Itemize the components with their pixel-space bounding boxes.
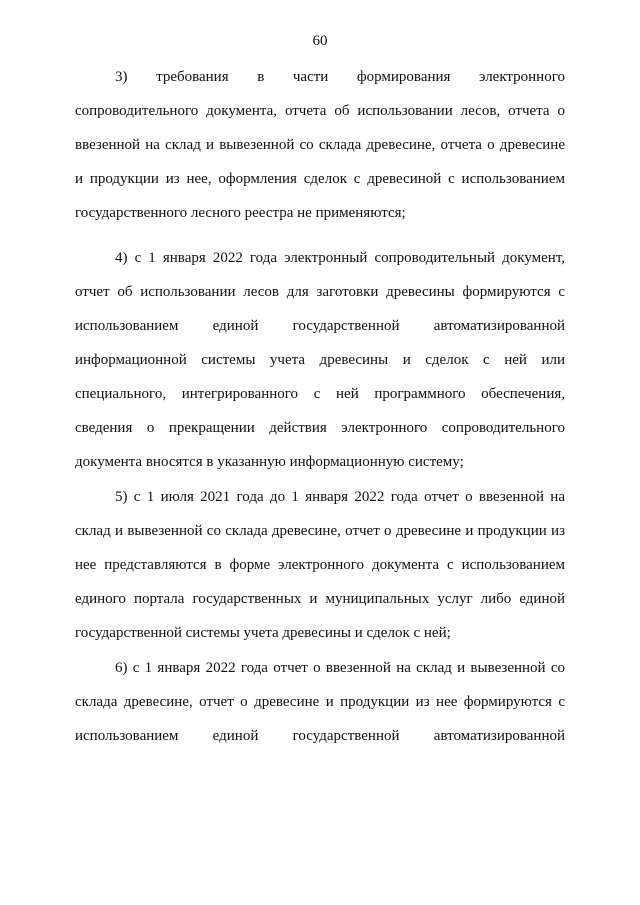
text-line: 5) с 1 июля 2021 года до 1 января 2022 года отчет о ввезенной на [115, 489, 565, 505]
text-line: отчет об использовании лесов для заготовки древесины формируются с [75, 284, 565, 300]
text-line: 4) с 1 января 2022 года электронный сопроводительный документ, [115, 250, 565, 266]
text-line: склад и вывезенной со склада древесине, отчет о древесине и продукции из [75, 523, 565, 539]
text-line: документа вносятся в указанную информационную систему; [75, 454, 464, 470]
text-line: единого портала государственных и муниципальных услуг либо единой [75, 591, 565, 607]
text-line: специального, интегрированного с ней программного обеспечения, [75, 386, 565, 402]
text-line: сопроводительного документа, отчета об использовании лесов, отчета о [75, 103, 565, 119]
text-line: сведения о прекращении действия электронного сопроводительного [75, 420, 565, 436]
text-line: 6) с 1 января 2022 года отчет о ввезенной на склад и вывезенной со [115, 660, 565, 676]
text-line: склада древесине, отчет о древесине и продукции из нее формируются с [75, 694, 565, 710]
paragraph-item-4 [75, 247, 565, 485]
text-line: 3) требования в части формирования электронного [115, 69, 565, 85]
text-line: информационной системы учета древесины и сделок с ней или [75, 352, 565, 368]
text-line: нее представляются в форме электронного документа с использованием [75, 557, 565, 573]
page-number: 60 [312, 33, 328, 49]
text-line: использованием единой государственной автоматизированной [75, 728, 565, 744]
paragraph-item-5 [75, 486, 565, 656]
text-line: государственной системы учета древесины и сделок с ней; [75, 625, 451, 641]
text-line: ввезенной на склад и вывезенной со склада древесине, отчета о древесине [75, 137, 565, 153]
paragraph-item-3 [75, 66, 565, 236]
paragraph-item-6 [75, 657, 565, 759]
text-line: использованием единой государственной автоматизированной [75, 318, 565, 334]
text-line: государственного лесного реестра не применяются; [75, 205, 406, 221]
text-line: и продукции из нее, оформления сделок с древесиной с использованием [75, 171, 565, 187]
